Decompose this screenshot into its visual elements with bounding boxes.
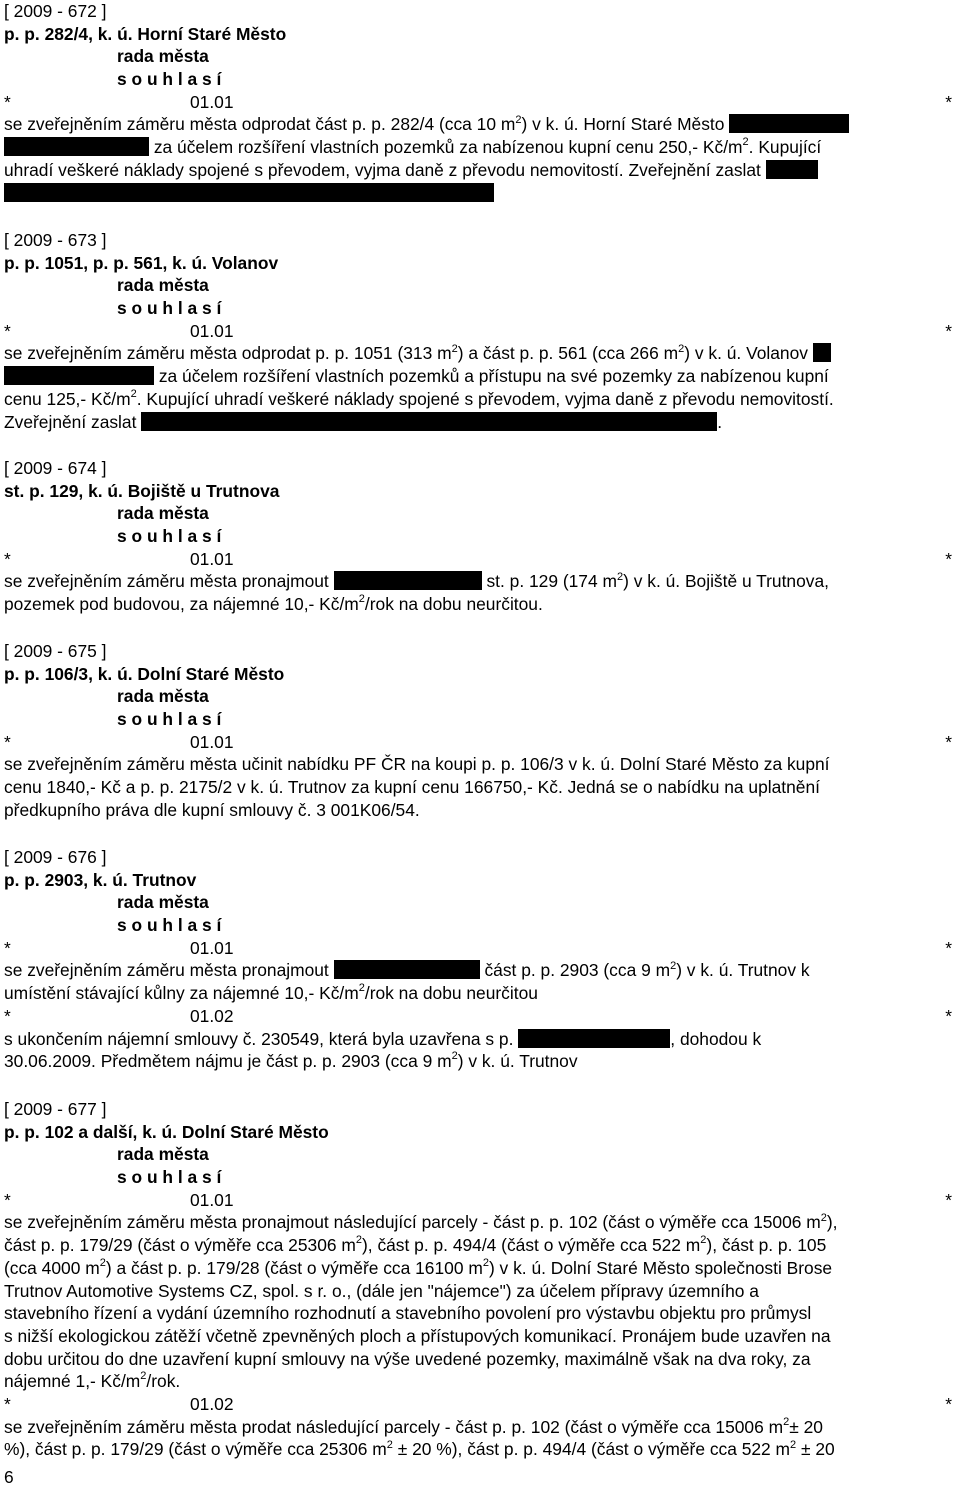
item-text-line: se zveřejněním záměru města odprodat část p. p. 282/4 (cca 10 $m^2$) v k. ú. Horní Staré Město [4,113,956,136]
resolution-title: p. p. 1051, p. p. 561, k. ú. Volanov [4,252,279,273]
resolution-ref: [ 2009 - 676 ] [4,847,107,867]
star-left: * [4,1393,11,1414]
resolution-title: p. p. 106/3, k. ú. Dolní Staré Město [4,663,285,684]
resolution-title: p. p. 282/4, k. ú. Horní Staré Město [4,23,287,44]
item-number: 01.01 [190,320,234,341]
star-right: * [945,91,952,112]
star-left: * [4,731,11,752]
resolution-672 [4,0,956,204]
item-header [4,320,956,343]
star-right: * [945,937,952,958]
resolution-item [4,1005,956,1073]
council-label: rada města [117,275,209,296]
council-label: rada města [117,503,209,524]
resolution-676 [4,846,956,1073]
council-label: rada města [117,46,209,67]
star-left: * [4,1189,11,1210]
redaction-bar [4,137,149,156]
item-number: 01.01 [190,937,234,958]
item-text-line: Trutnov Automotive Systems CZ, spol. s r. o., (dále jen "nájemce") za účelem přípravy územního a [4,1280,759,1301]
item-header [4,1393,956,1416]
item-text-line: cenu 125,- $Kč/m^2$. Kupující uhradí veškeré náklady spojené s převodem, vyjma daně z převodu nemovitostí. [4,388,834,409]
item-text-line: cenu 1840,- Kč a p. p. 2175/2 v k. ú. Trutnov za kupní cenu 166750,- Kč. Jedná se o nabídku na uplatnění [4,777,820,798]
resolution-item [4,91,956,204]
star-left: * [4,320,11,341]
council-label: rada města [117,892,209,913]
item-text-line: Zveřejnění zaslat . [4,411,723,432]
item-text-line: stavebního řízení a vydání územního rozhodnutí a stavebního povolení pro výstavbu objektu pro průmysl [4,1303,812,1324]
redaction-bar [334,960,480,979]
redaction-bar [4,366,154,385]
item-text-line: za účelem rozšíření vlastních pozemků za nabízenou kupní cenu 250,- $Kč/m^2$. Kupující [4,136,956,159]
item-header [4,1005,956,1028]
consents-label: s o u h l a s í [117,69,222,90]
star-right: * [945,731,952,752]
page-number: 6 [4,1467,14,1487]
redaction-bar [518,1029,670,1048]
star-right: * [945,320,952,341]
item-text-line: se zveřejněním záměru města odprodat p. p. 1051 (313 $m^2$) a část p. p. 561 (cca 266 $m^2$) v k. ú. Volanov [4,342,956,365]
consents-label: s o u h l a s í [117,298,222,319]
redaction-bar [334,571,482,590]
item-header [4,548,956,571]
star-right: * [945,548,952,569]
item-number: 01.01 [190,731,234,752]
resolution-ref: [ 2009 - 677 ] [4,1099,107,1119]
item-header [4,91,956,114]
item-text-line: se zveřejněním záměru města pronajmout st. p. 129 (174 $m^2$) v k. ú. Bojiště u Trutnova, [4,570,829,592]
resolution-item [4,548,956,616]
consents-label: s o u h l a s í [117,1167,222,1188]
item-text-line: dobu určitou do dne uzavření kupní smlouvy na výše uvedené pozemky, maximálně však na dva roky, za [4,1348,811,1369]
item-text-line: se zveřejněním záměru města prodat následující parcely - část p. p. 102 (část o výměře cca 15006 $m^2\pm 20$ [4,1415,823,1437]
item-text-line: předkupního práva dle kupní smlouvy č. 3 001K06/54. [4,799,420,820]
resolution-item [4,731,956,822]
item-text-line: umístění stávající kůlny za nájemné 10,- $Kč/m^2$/rok na dobu neurčitou [4,982,538,1004]
star-left: * [4,1005,11,1026]
item-text-line: za účelem rozšíření vlastních pozemků a přístupu na své pozemky za nabízenou kupní [4,365,956,388]
item-number: 01.01 [190,91,234,112]
consents-label: s o u h l a s í [117,526,222,547]
council-label: rada města [117,686,209,707]
redaction-bar [766,160,818,179]
item-text-line: 30.06.2009. Předmětem nájmu je část p. p. 2903 (cca 9 $m^2$) v k. ú. Trutnov [4,1050,578,1072]
item-text-line: uhradí veškeré náklady spojené s převodem, vyjma daně z převodu nemovitostí. Zveřejnění zaslat [4,159,956,182]
star-right: * [945,1393,952,1414]
resolution-673 [4,229,956,433]
resolution-title: p. p. 2903, k. ú. Trutnov [4,869,197,890]
redaction-bar [813,343,831,362]
item-text-line: se zveřejněním záměru města pronajmout část p. p. 2903 (cca 9 $m^2$) v k. ú. Trutnov k [4,959,810,981]
item-number: 01.02 [190,1005,234,1026]
redaction-bar [141,412,717,431]
resolution-ref: [ 2009 - 673 ] [4,230,107,250]
resolution-title: st. p. 129, k. ú. Bojiště u Trutnova [4,480,280,501]
consents-label: s o u h l a s í [117,915,222,936]
resolution-item [4,1189,956,1393]
resolution-item [4,320,956,433]
resolution-item [4,937,956,1005]
item-number: 01.01 [190,548,234,569]
resolution-674 [4,457,956,616]
star-left: * [4,91,11,112]
resolution-ref: [ 2009 - 675 ] [4,641,107,661]
star-right: * [945,1189,952,1210]
item-text-line: se zveřejněním záměru města pronajmout následující parcely - část p. p. 102 (část o výměře cca 15006 $m^2$), [4,1211,838,1233]
item-text-line: pozemek pod budovou, za nájemné 10,- $Kč/m^2$/rok na dobu neurčitou. [4,593,543,615]
item-number: 01.01 [190,1189,234,1210]
consents-label: s o u h l a s í [117,709,222,730]
resolution-675 [4,640,956,822]
star-right: * [945,1005,952,1026]
item-text-line: %), část p. p. 179/29 (část o výměře cca 25306 $m^2 \pm 20$ %), část p. p. 494/4 (část o výměře cca 522 $m^2 \pm 20$ [4,1438,835,1460]
star-left: * [4,548,11,569]
item-text-line: se zveřejněním záměru města učinit nabídku PF ČR na koupi p. p. 106/3 v k. ú. Dolní Staré Město za kupní [4,754,830,775]
item-header [4,937,956,960]
resolution-title: p. p. 102 a další, k. ú. Dolní Staré Město [4,1121,329,1142]
item-number: 01.02 [190,1393,234,1414]
item-text-line: část p. p. 179/29 (část o výměře cca 25306 $m^2$), část p. p. 494/4 (část o výměře cca 522 $m^2$), část p. p. 105 [4,1234,827,1256]
resolution-item [4,1393,956,1461]
council-label: rada města [117,1144,209,1165]
item-header [4,1189,956,1212]
star-left: * [4,937,11,958]
redaction-bar [729,114,849,133]
resolution-ref: [ 2009 - 672 ] [4,1,107,21]
item-text-line: s nižší ekologickou zátěží včetně zpevněných ploch a přístupových komunikací. Pronájem bude uzavřen na [4,1325,831,1346]
item-text-line [4,182,956,205]
resolution-677 [4,1098,956,1461]
item-header [4,731,956,754]
resolution-ref: [ 2009 - 674 ] [4,458,107,478]
redaction-bar [4,183,494,202]
item-text-line: s ukončením nájemní smlouvy č. 230549, která byla uzavřena s p. , dohodou k [4,1028,762,1049]
item-text-line: nájemné 1,- $Kč/m^2$/rok. [4,1370,181,1392]
item-text-line: (cca 4000 $m^2$) a část p. p. 179/28 (část o výměře cca 16100 $m^2$) v k. ú. Dolní Staré Město společnosti Brose [4,1257,833,1278]
